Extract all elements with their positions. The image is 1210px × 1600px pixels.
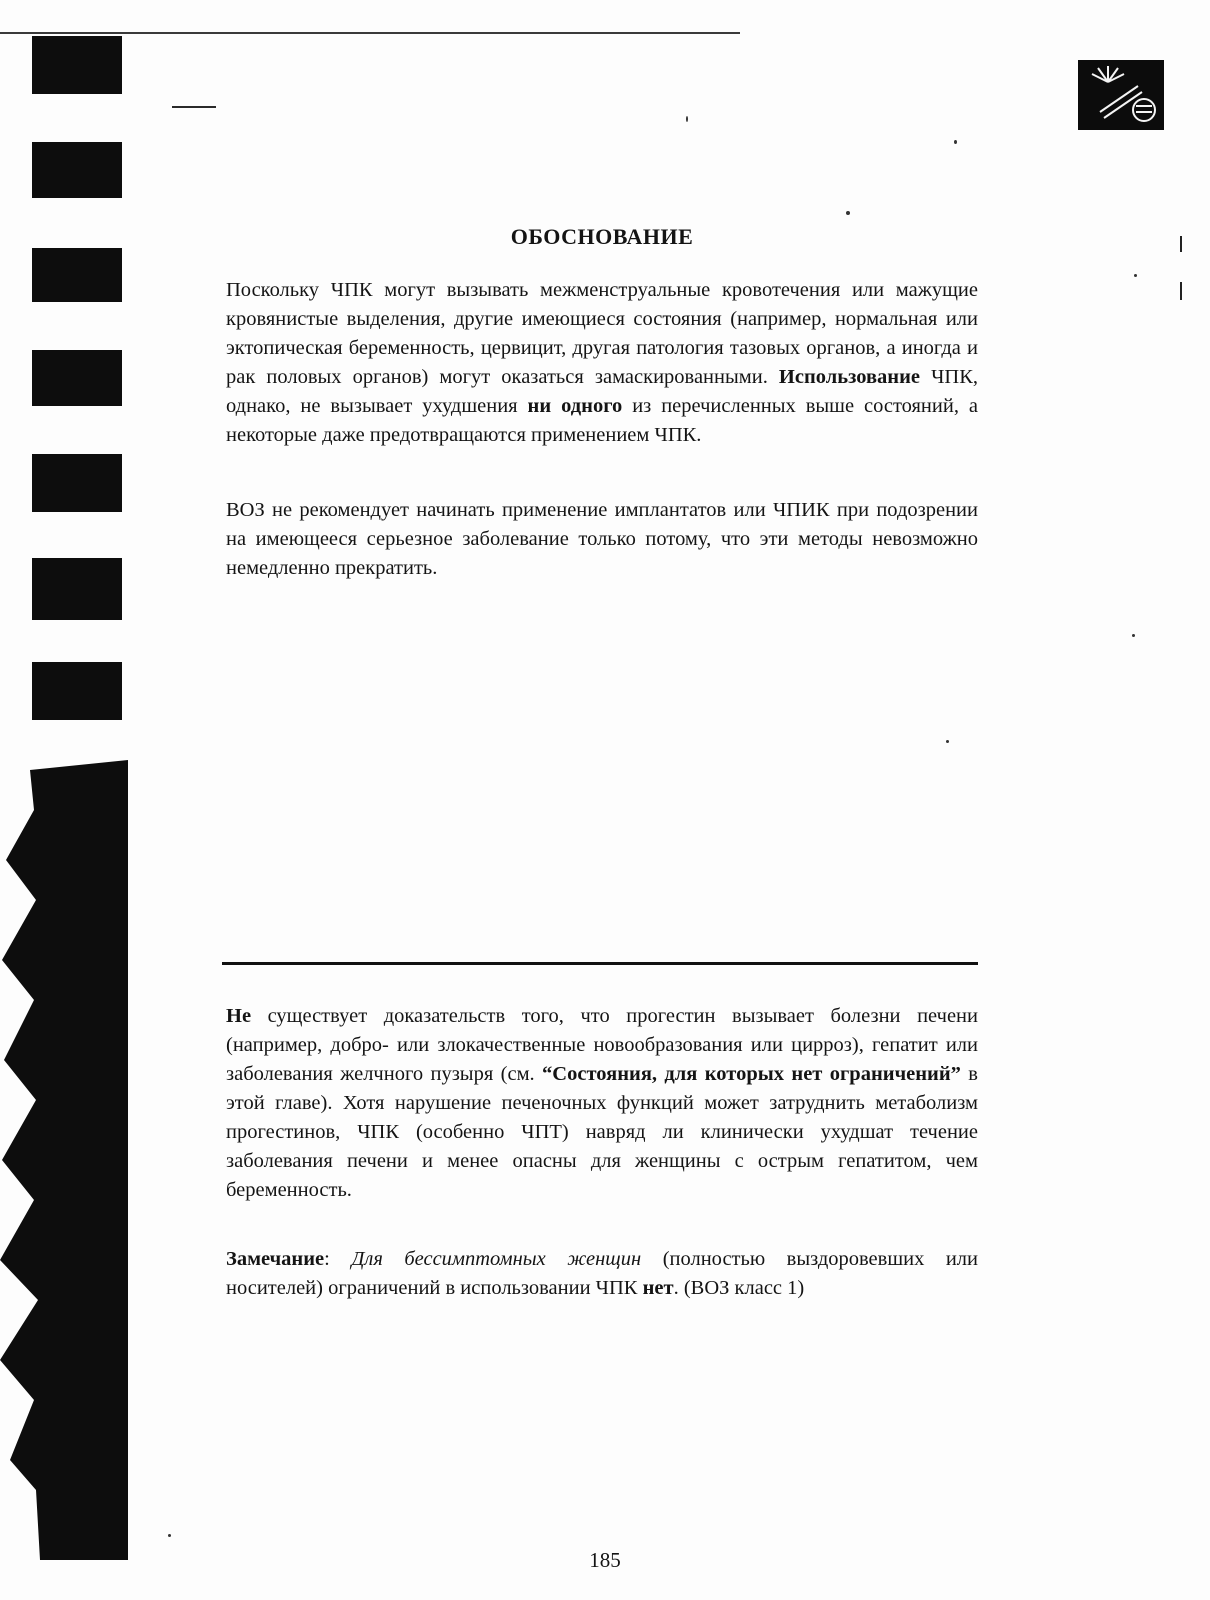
bold-run: “Состояния, для которых нет ограничений” <box>542 1063 961 1085</box>
scan-speck <box>954 140 957 144</box>
text-run: из перечисленных выше состояний, а некоторые даже предотвращаются применением ЧПК. <box>226 395 979 446</box>
edge-mark <box>1180 236 1182 252</box>
bold-run: Использование <box>778 366 920 388</box>
binding-hole <box>32 454 122 512</box>
binding-hole <box>32 662 122 720</box>
note-label: Замечание <box>226 1248 325 1270</box>
binding-hole <box>32 142 122 198</box>
paragraph-liver <box>226 1002 978 1205</box>
edge-mark <box>1180 282 1182 300</box>
text-run: ЧПК, однако, не вызывает ухудшения <box>226 366 978 417</box>
top-rule-fragment <box>172 106 216 108</box>
text-run: . (ВОЗ класс 1) <box>673 1277 805 1299</box>
text-run: Поскольку ЧПК могут вызывать межменструальные кровотечения или мажущие кровянистые выделения, другие имеющиеся состояния (например, нормальная или эктопическая беременность, цервицит, другая патология тазовых органов, а иногда и рак половых органов) могут оказаться замаскированными. <box>226 279 978 388</box>
paragraph-who-recommendation: ВОЗ не рекомендует начинать применение имплантатов или ЧПИК при подозрении на имеющееся серьезное заболевание только потому, что эти методы невозможно немедленно прекратить. <box>226 499 978 579</box>
binding-strip <box>0 0 140 1600</box>
scan-speck <box>946 740 949 743</box>
note-paragraph <box>226 1245 978 1303</box>
note-colon: : <box>324 1248 330 1270</box>
text-run: (полностью выздоровевших или носителей) ограничений в использовании ЧПК <box>226 1248 978 1299</box>
paragraph-masking <box>226 276 978 450</box>
method-illustration-icon <box>1078 60 1164 130</box>
bold-run: ни одного <box>527 395 623 417</box>
main-content <box>226 224 978 583</box>
italic-run: Для бессимптомных женщин <box>329 1248 642 1270</box>
scan-speck <box>1134 274 1137 277</box>
liver-section <box>226 1002 978 1303</box>
section-divider <box>222 962 978 965</box>
scan-speck <box>686 116 688 122</box>
binding-hole <box>32 558 122 620</box>
text-run: существует доказательств того, что прогестин вызывает болезни печени (например, добро- или злокачественные новообразования или цирроз), гепатит или заболевания желчного пузыря (см. <box>226 1005 978 1085</box>
page-number: 185 <box>589 1548 621 1572</box>
scan-speck <box>168 1534 171 1537</box>
section-heading: ОБОСНОВАНИЕ <box>510 224 694 249</box>
scan-speck <box>1132 634 1135 637</box>
binding-hole <box>32 350 122 406</box>
binding-hole <box>32 36 122 94</box>
binding-spiral <box>0 760 128 1560</box>
binding-hole <box>32 248 122 302</box>
bold-run: нет <box>642 1277 674 1299</box>
text-run: в этой главе). Хотя нарушение печеночных функций может затруднить метаболизм прогестинов, ЧПК (особенно ЧПТ) навряд ли клинически ухудшат течение заболевания печени и менее опасны для женщины с острым гепатитом, чем беременность. <box>226 1063 978 1201</box>
bold-run: Не <box>226 1005 252 1027</box>
scan-speck <box>846 211 850 215</box>
